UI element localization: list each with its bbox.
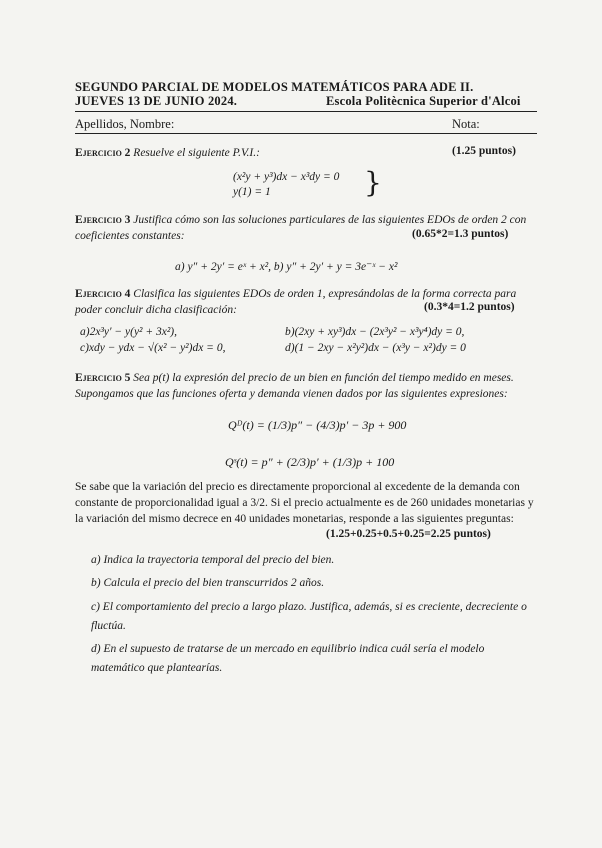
question-c: c) El comportamiento del precio a largo plazo. Justifica, además, si es creciente, decreciente o fluctúa.	[91, 601, 527, 632]
header-divider	[75, 111, 537, 112]
exercise-3-points: (0.65*2=1.3 puntos)	[412, 228, 509, 240]
ode-d: d)(1 − 2xy − x²y²)dx − (x³y − x²)dy = 0	[285, 342, 466, 354]
exercise-2-label: Ejercicio 2	[75, 147, 131, 159]
exercise-4-text: Clasifica las siguientes EDOs de orden 1, expresándolas de la forma correcta para poder concluir dicha clasificación:	[75, 288, 517, 316]
ode-b: b)(2xy + xy³)dx − (2x³y² − x³y⁴)dy = 0,	[285, 326, 465, 338]
exercise-5-label: Ejercicio 5	[75, 372, 131, 384]
exercise-4-label: Ejercicio 4	[75, 288, 131, 300]
name-divider	[75, 133, 537, 134]
supply-function: Qˢ(t) = p″ + (2/3)p′ + (1/3)p + 100	[225, 455, 395, 469]
name-label: Apellidos, Nombre:	[75, 117, 175, 131]
question-b: b) Calcula el precio del bien transcurridos 2 años.	[91, 577, 325, 589]
ode-c: c)xdy − ydx − √(x² − y²)dx = 0,	[80, 342, 226, 354]
ivp-equation: (x²y + y³)dx − x³dy = 0	[233, 171, 340, 183]
exercise-3-text: Justifica cómo son las soluciones particulares de las siguientes EDOs de orden 2 con coeficientes constantes:	[75, 214, 527, 242]
system-brace: }	[364, 166, 382, 199]
question-d: d) En el supuesto de tratarse de un mercado en equilibrio indica cuál sería el modelo matemático que plantearías.	[91, 643, 485, 674]
demand-function: Qᴰ(t) = (1/3)p″ − (4/3)p′ − 3p + 900	[228, 418, 407, 432]
question-a: a) Indica la trayectoria temporal del precio del bien.	[91, 554, 335, 566]
exercise-2-points: (1.25 puntos)	[452, 145, 516, 157]
exercise-5	[75, 370, 537, 402]
exam-date: JUEVES 13 DE JUNIO 2024.	[75, 94, 238, 108]
exercise-5-intro: Sea p(t) la expresión del precio de un bien en función del tiempo medido en meses. Supongamos que las funciones oferta y demanda vienen dados por las siguientes expresiones:	[75, 372, 514, 400]
exercise-3-equations: a) y″ + 2y′ = eˣ + x², b) y″ + 2y′ + y = 3e⁻ˣ − x²	[175, 261, 398, 273]
exercise-5-body: Se sabe que la variación del precio es directamente proporcional al excedente de la demanda con constante de proporcionalidad igual a 3/2. Si el precio actualmente es de 260 unidades monetarias y la variación del mismo decrece en 40 unidades monetarias, responde a las siguientes preguntas:	[75, 481, 534, 525]
ode-a: a)2x³y′ − y(y² + 3x²),	[80, 326, 178, 338]
grade-label: Nota:	[452, 117, 480, 131]
exercise-5-points: (1.25+0.25+0.5+0.25=2.25 puntos)	[326, 528, 491, 540]
exercise-2-text: Resuelve el siguiente P.V.I.:	[133, 147, 260, 159]
exercise-4-points: (0.3*4=1.2 puntos)	[424, 301, 515, 313]
school-name: Escola Politècnica Superior d'Alcoi	[326, 94, 521, 108]
ivp-initial-condition	[233, 186, 357, 198]
exercise-3-label: Ejercicio 3	[75, 214, 131, 226]
ivp-initial-text: y(1) = 1	[233, 186, 271, 198]
exam-title: SEGUNDO PARCIAL DE MODELOS MATEMÁTICOS PARA ADE II.	[75, 80, 474, 94]
